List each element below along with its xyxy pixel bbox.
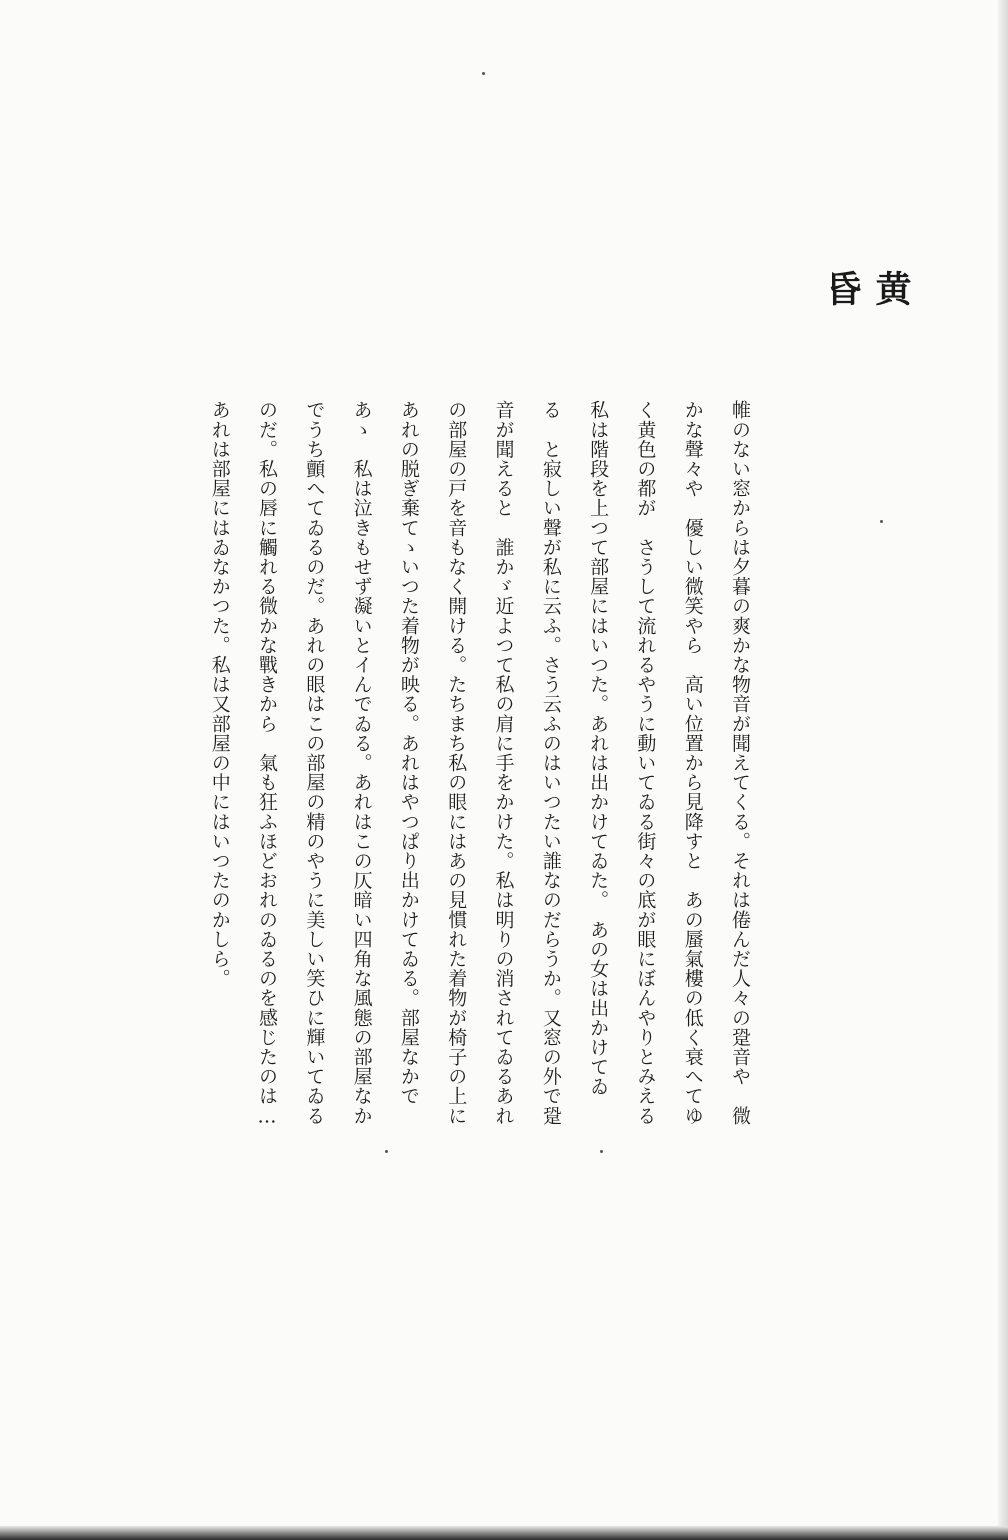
text-column: の部屋の戸を音もなく開ける。たちまち私の眼にはあの見慣れた着物が椅子の上に — [445, 400, 468, 1126]
text-column: でうち顫へてゐるのだ。あれの眼はこの部屋の精のやうに美しい笑ひに輝いてゐる — [303, 400, 326, 1126]
text-column: く黄色の都が さうして流れるやうに動いてゐる街々の底が眼にぼんやりとみえる — [634, 400, 657, 1126]
text-column: のだ。私の唇に觸れる微かな戰きから 氣も狂ふほどおれのゐるのを感じたのは… — [256, 400, 279, 1129]
page-edge-right — [998, 0, 1008, 1540]
paper-speck — [880, 520, 883, 523]
text-column: 帷のない窓からは夕暮の爽かな物音が聞えてくる。それは倦んだ人々の跫音や 微 — [729, 400, 751, 1126]
paper-speck — [385, 1150, 388, 1153]
text-column: かな聲々や 優しい微笑やら 高い位置から見降すと あの蜃氣樓の低く衰へてゆ — [681, 400, 704, 1126]
paper-speck — [600, 1150, 603, 1153]
text-column: あれの脱ぎ棄てゝいつた着物が映る。あれはやつぱり出かけてゐる。部屋なかで — [397, 400, 420, 1106]
body-text — [198, 400, 763, 1130]
text-column: 私は階段を上つて部屋にはいつた。あれは出かけてゐた。 あの女は出かけてゐ — [587, 400, 610, 1097]
page-edge-bottom — [0, 1526, 1008, 1540]
text-column: 音が聞えると 誰かゞ近よつて私の肩に手をかけた。私は明りの消されてゐるあれ — [492, 400, 515, 1126]
text-column: る と寂しい聲が私に云ふ。さう云ふのはいつたい誰なのだらうか。又窓の外で跫 — [539, 400, 562, 1126]
text-column: あゝ 私は泣きもせず凝いとイんでゐる。あれはこの仄暗い四角な風態の部屋なか — [350, 400, 373, 1126]
text-column: あれは部屋にはゐなかつた。私は又部屋の中にはいつたのかしら。 — [208, 400, 231, 988]
paper-speck — [482, 72, 485, 75]
page-title: 黄 昏 — [820, 270, 912, 462]
